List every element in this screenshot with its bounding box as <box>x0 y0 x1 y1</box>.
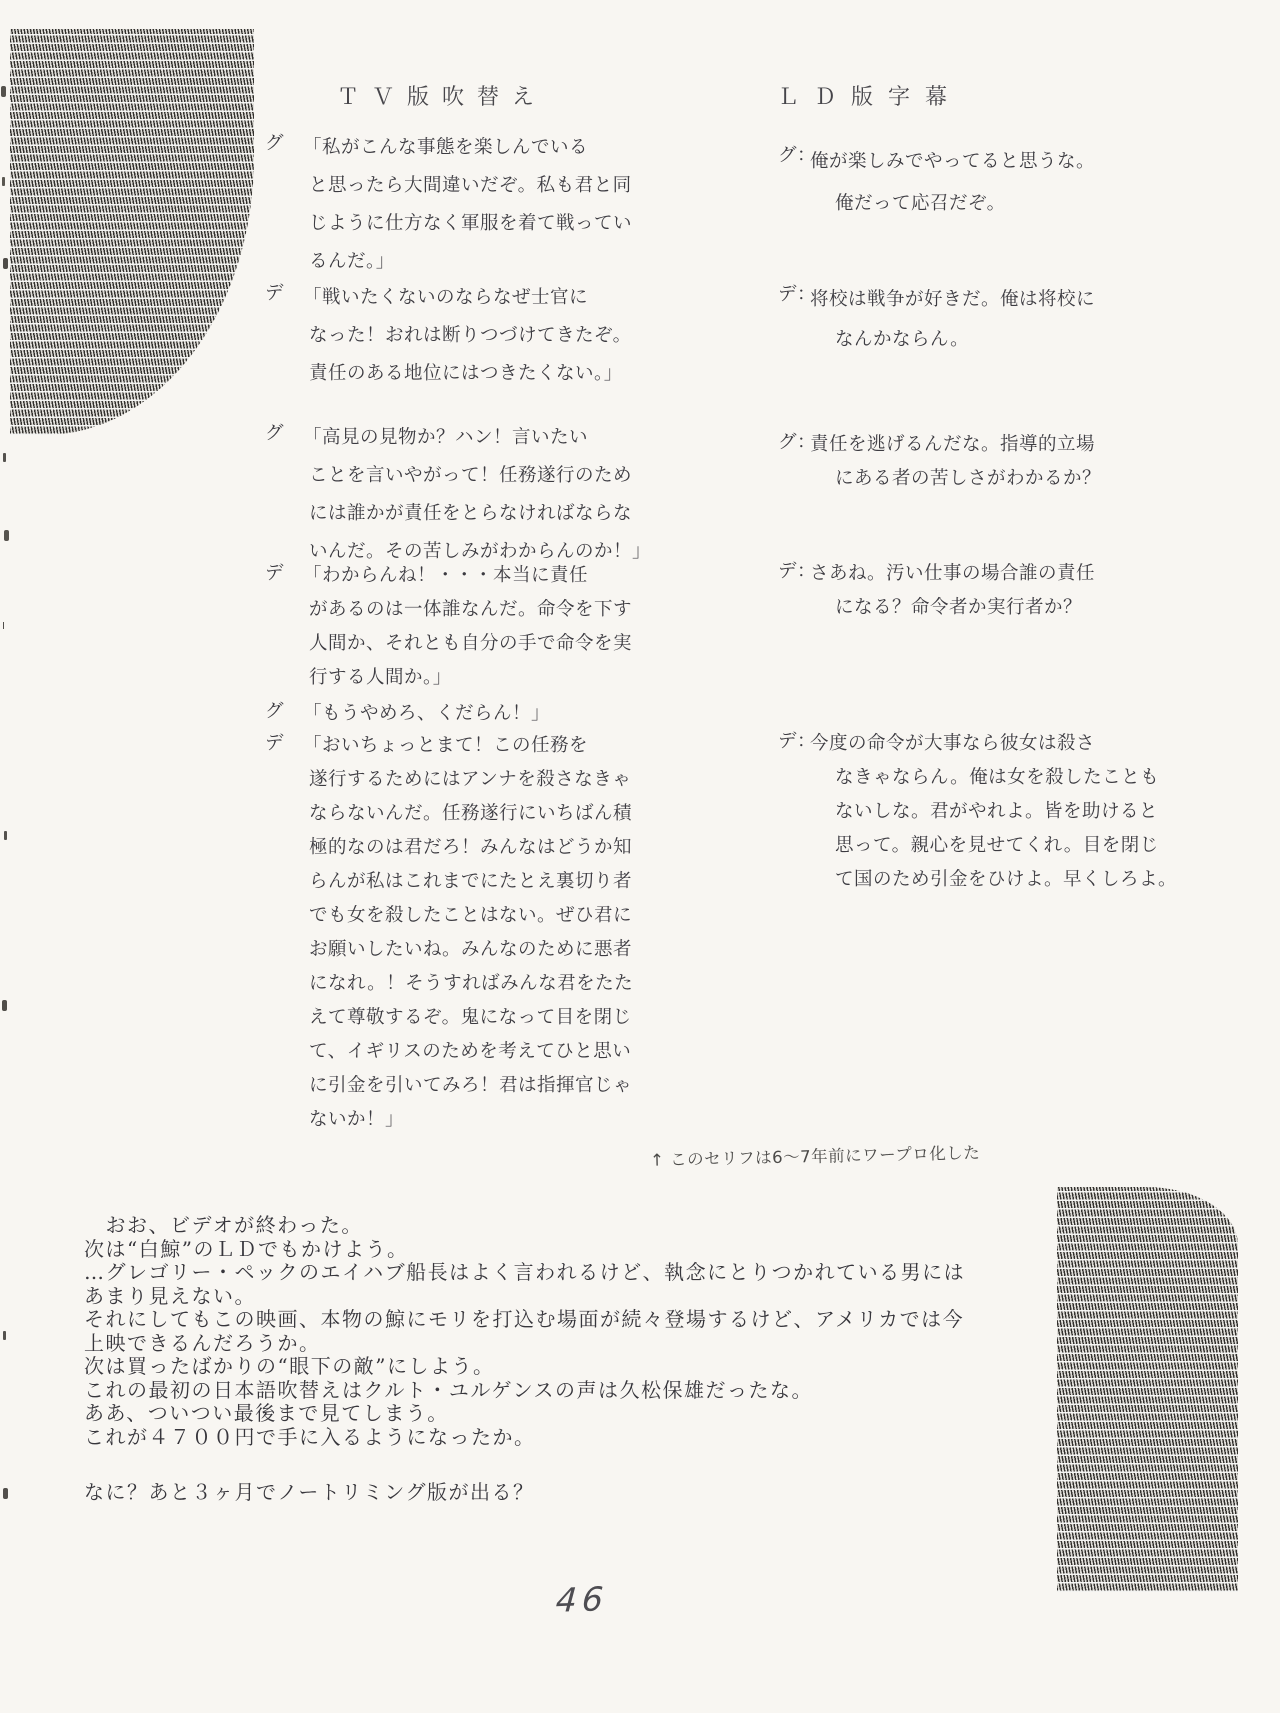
dialogue-text <box>303 729 633 1137</box>
afterword-line: 上映できるんだろうか。 <box>84 1330 321 1355</box>
dialogue-line: なった！おれは断りつづけてきたぞ。 <box>309 325 632 346</box>
dialogue-line: 「私がこんな事態を楽しんでいる <box>303 137 589 158</box>
speaker-label: デ： <box>778 731 817 752</box>
dialogue-text <box>303 419 651 571</box>
dialogue-line: て国のため引金をひけよ。早くしろよ。 <box>835 869 1178 890</box>
dialogue-line: えて尊敬するぞ。鬼になって目を閉じ <box>309 1007 632 1028</box>
dialogue-line: 俺だって応召だぞ。 <box>835 193 1006 214</box>
screentone-top-left <box>10 29 254 435</box>
dialogue-line: ならないんだ。任務遂行にいちばん積 <box>309 803 633 824</box>
page-number: 46 <box>554 1579 610 1620</box>
dialogue-line: 極的なのは君だろ！みんなはどうか知 <box>309 837 633 858</box>
handwritten-note: ↑ このセリフは6～7年前にワープロ化した <box>649 1143 981 1170</box>
dialogue-line: 俺が楽しみでやってると思うな。 <box>810 151 1096 172</box>
dialogue-line: らんが私はこれまでにたとえ裏切り者 <box>309 871 633 892</box>
dialogue-entry <box>778 428 1101 496</box>
dialogue-text <box>810 428 1101 496</box>
dialogue-line: ないか！」 <box>309 1109 405 1130</box>
afterword-line: これが４７００円で手に入るようになったか。 <box>84 1424 536 1449</box>
dialogue-line: 人間か、それとも自分の手で命令を実 <box>309 633 633 654</box>
speaker-label: グ <box>265 133 285 154</box>
scan-edge-artifacts <box>1 86 6 97</box>
dialogue-line: にある者の苦しさがわかるか？ <box>835 468 1102 489</box>
dialogue-line: になる？命令者か実行者か？ <box>835 597 1083 618</box>
dialogue-entry <box>778 141 1095 225</box>
dialogue-line: でも女を殺したことはない。ぜひ君に <box>309 905 633 926</box>
speaker-label: デ <box>265 733 285 754</box>
afterword-line: それにしてもこの映画、本物の鯨にモリを打込む場面が続々登場するけど、アメリカでは今 <box>84 1307 965 1331</box>
dialogue-entry <box>265 129 632 281</box>
dialogue-line: 将校は戦争が好きだ。俺は将校に <box>810 289 1096 310</box>
dialogue-line: ないしな。君がやれよ。皆を助けると <box>835 801 1159 822</box>
dialogue-entry <box>265 419 651 571</box>
dialogue-line: には誰かが責任をとらなければならな <box>309 503 633 524</box>
dialogue-text <box>810 727 1177 897</box>
speaker-label: グ： <box>778 432 817 453</box>
afterword-line: 次は“白鯨”のＬＤでもかけよう。 <box>84 1236 409 1261</box>
dialogue-text <box>303 559 632 695</box>
dialogue-line: と思ったら大間違いだぞ。私も君と同 <box>309 175 632 196</box>
afterword-final-line: なに？あと３ヶ月でノートリミング版が出る？ <box>84 1480 535 1504</box>
dialogue-line: 「高見の見物か？ハン！言いたい <box>303 427 589 448</box>
dialogue-entry <box>778 280 1095 360</box>
dialogue-line: 「もうやめろ、くだらん！」 <box>303 703 551 724</box>
afterword-line: あまり見えない。 <box>84 1283 256 1308</box>
dialogue-text <box>810 557 1095 625</box>
dialogue-line: 責任のある地位にはつきたくない。」 <box>309 363 623 384</box>
dialogue-text <box>810 280 1095 360</box>
dialogue-entry <box>265 279 632 393</box>
afterword-text <box>84 1214 965 1449</box>
dialogue-line: 思って。親心を見せてくれ。目を閉じ <box>835 835 1159 856</box>
afterword-line: ああ、ついつい最後まで見てしまう。 <box>84 1401 449 1425</box>
dialogue-line: があるのは一体誰なんだ。命令を下す <box>309 599 633 620</box>
dialogue-entry <box>778 727 1177 897</box>
dialogue-text <box>303 129 632 281</box>
afterword-line: おお、ビデオが終わった。 <box>84 1213 363 1237</box>
dialogue-line: 「わからんね！・・・本当に責任 <box>303 565 589 586</box>
afterword-line: …グレゴリー・ペックのエイハブ船長はよく言われるけど、執念にとりつかれている男には <box>84 1260 966 1284</box>
dialogue-line: 遂行するためにはアンナを殺さなきゃ <box>309 769 632 790</box>
dialogue-line: 「戦いたくないのならなぜ士官に <box>303 287 589 308</box>
dialogue-line: ことを言いやがって！任務遂行のため <box>309 465 633 486</box>
dialogue-line: るんだ。」 <box>309 251 395 272</box>
dialogue-line: なんかならん。 <box>835 329 970 350</box>
speaker-label: グ <box>265 423 285 444</box>
dialogue-line: になれ。！そうすればみんな君をたた <box>309 973 634 994</box>
dialogue-line: じように仕方なく軍服を着て戦ってい <box>309 213 633 234</box>
afterword-line: これの最初の日本語吹替えはクルト・ユルゲンスの声は久松保雄だったな。 <box>84 1377 813 1402</box>
dialogue-line: なきゃならん。俺は女を殺したことも <box>835 767 1160 788</box>
dialogue-line: 今度の命令が大事なら彼女は殺さ <box>810 733 1096 754</box>
afterword-line: 次は買ったばかりの“眼下の敵”にしよう。 <box>84 1354 495 1378</box>
dialogue-entry <box>265 559 632 695</box>
dialogue-entry <box>778 557 1095 625</box>
dialogue-text <box>303 279 632 393</box>
dialogue-line: 責任を逃げるんだな。指導的立場 <box>810 434 1096 455</box>
column-header-tv-dub: ＴＶ版吹替え <box>337 85 548 110</box>
speaker-label: デ <box>265 283 285 304</box>
column-header-ld-subtitle: ＬＤ版字幕 <box>777 85 963 110</box>
dialogue-text <box>810 141 1095 225</box>
dialogue-entry <box>265 697 550 731</box>
speaker-label: グ： <box>778 145 817 166</box>
speaker-label: デ <box>265 563 285 584</box>
screentone-bottom-right <box>1057 1187 1238 1592</box>
dialogue-line: お願いしたいね。みんなのために悪者 <box>309 939 633 960</box>
dialogue-line: 行する人間か。」 <box>309 667 452 688</box>
dialogue-line: て、イギリスのためを考えてひと思い <box>309 1041 632 1062</box>
dialogue-line: 「おいちょっとまて！この任務を <box>303 735 589 756</box>
speaker-label: デ： <box>778 284 817 305</box>
dialogue-line: に引金を引いてみろ！君は指揮官じゃ <box>309 1075 633 1096</box>
speaker-label: グ <box>265 701 285 722</box>
dialogue-text <box>303 697 550 731</box>
dialogue-line: さあね。汚い仕事の場合誰の責任 <box>810 563 1096 584</box>
dialogue-entry <box>265 729 633 1137</box>
speaker-label: デ： <box>778 561 817 582</box>
dialogue-line: いんだ。その苦しみがわからんのか！」 <box>309 541 652 562</box>
